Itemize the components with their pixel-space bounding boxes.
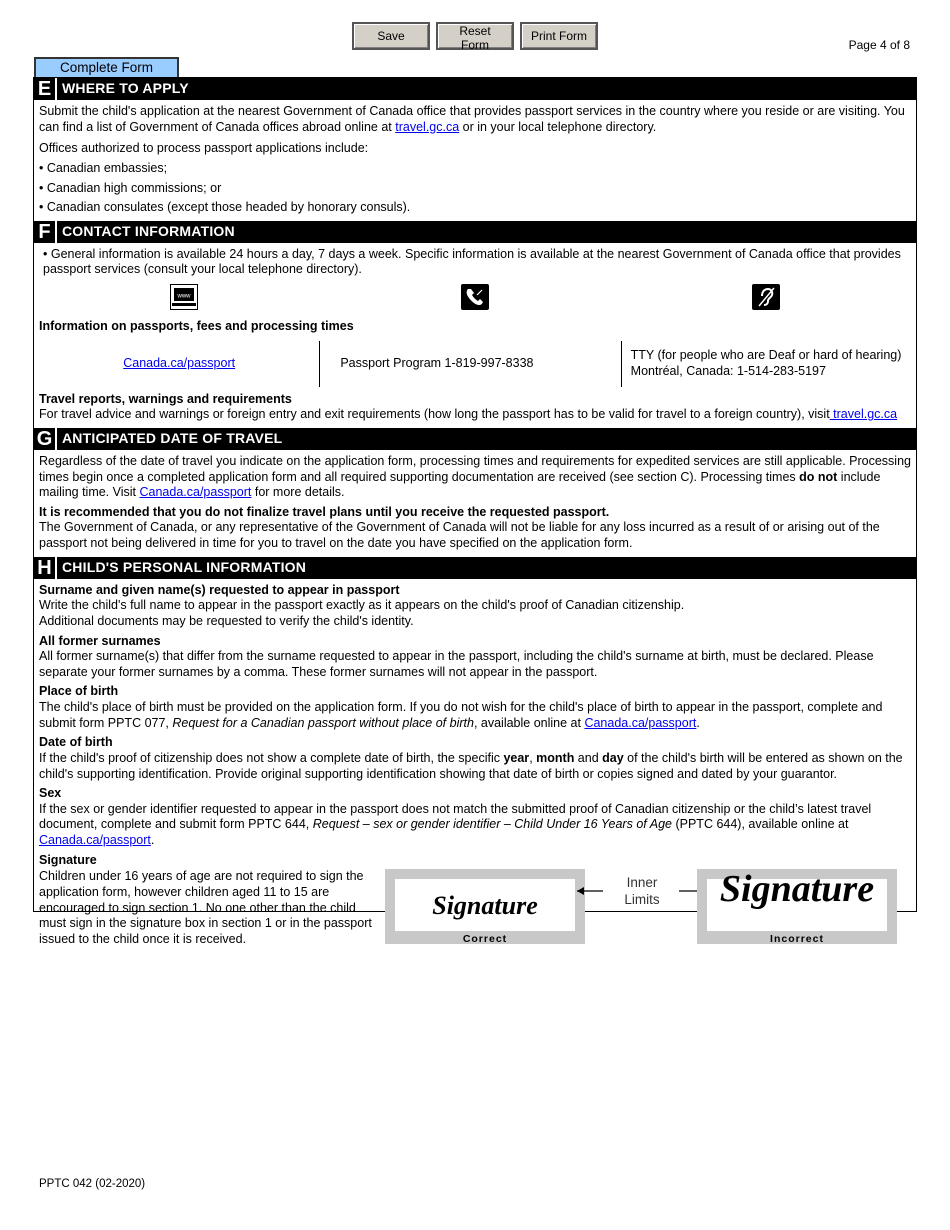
surname-text: Additional documents may be requested to verify the child's identity. xyxy=(39,613,414,628)
phone-number: Passport Program 1-819-997-8338 xyxy=(340,355,534,370)
section-h-body xyxy=(34,579,916,953)
web-icon xyxy=(170,284,198,310)
text-span: Request – sex or gender identifier – Child Under 16 Years of Age xyxy=(312,817,672,832)
section-f-body xyxy=(34,243,916,428)
canada-passport-link[interactable]: Canada.ca/passport xyxy=(123,355,236,370)
form-toolbar xyxy=(352,22,598,50)
tty-info xyxy=(631,348,902,379)
text-span: year xyxy=(503,750,530,765)
recommendation-text: It is recommended that you do not finalize travel plans until you receive the requested passport. xyxy=(39,504,610,519)
text-span: or in your local telephone directory. xyxy=(459,119,657,134)
page-number: Page 4 of 8 xyxy=(848,38,910,52)
contact-web-cell xyxy=(39,341,319,387)
section-title: CHILD'S PERSONAL INFORMATION xyxy=(62,558,307,575)
former-surnames-text: All former surname(s) that differ from the surname requested to appear in the passport, including the child's surname at birth, must be declared. Please separate your former surnames by a comma. These former surnames will not appear in the passport. xyxy=(39,649,874,679)
signature-example-illustration xyxy=(385,869,901,947)
section-letter: H xyxy=(34,557,57,579)
date-of-birth-text xyxy=(39,751,911,782)
date-of-birth-heading: Date of birth xyxy=(39,735,113,750)
icon-cell xyxy=(620,284,911,314)
text-span: , available online at xyxy=(473,715,585,730)
form-footer-code: PPTC 042 (02-2020) xyxy=(39,1178,146,1190)
tty-line: Montréal, Canada: 1-514-283-5197 xyxy=(630,363,826,378)
phone-icon xyxy=(461,284,489,310)
text-span: If the sex or gender identifier requested to appear in the passport does not match the submitted proof of Canadian citizenship or the child’s latest travel document, complete and submit form PPTC 644, xyxy=(39,801,872,832)
text-span: of the child's birth will be entered as shown on the child's supporting identification. Provide original supporting identification showing that date of birth or copies signed and dated by your guarantor. xyxy=(39,750,903,781)
signature-heading: Signature xyxy=(39,852,97,867)
general-info-text: • General information is available 24 hours a day, 7 days a week. Specific information is available at the nearest Government of Canada office that provides passport services (consult your local telephone directory). xyxy=(43,246,901,277)
section-letter: F xyxy=(34,221,57,243)
text-span: If the child's proof of citizenship does not show a complete date of birth, the specific xyxy=(39,750,504,765)
travel-date-text xyxy=(39,454,911,501)
where-to-apply-text xyxy=(39,104,911,135)
contact-phone-cell xyxy=(319,341,620,387)
section-e-body xyxy=(34,100,916,221)
icon-cell xyxy=(330,284,621,314)
travel-reports-heading: Travel reports, warnings and requirements xyxy=(39,391,292,406)
contact-tty-cell xyxy=(621,341,911,387)
icon-cell xyxy=(39,284,330,314)
text-span: and xyxy=(574,750,603,765)
text-span: . xyxy=(150,833,155,847)
text-span: Regardless of the date of travel you indicate on the application form, processing times and requirements for expedited services are still applicable. Processing times begin once a completed application form and all required supporting documentation are received (see section C). Processing times xyxy=(39,453,911,484)
liability-text: The Government of Canada, or any representative of the Government of Canada will not be liable for any loss incurred as a result of or arising out of the passport not being delivered in time for you to travel on the date you have specified on the application form. xyxy=(39,520,880,550)
contact-icons-row xyxy=(39,284,911,314)
signature-row xyxy=(39,869,911,947)
save-button[interactable]: Save xyxy=(352,22,430,50)
text-span: For travel advice and warnings or foreign entry and exit requirements (how long the passport has to be valid for travel to a foreign country), visit xyxy=(39,407,830,422)
section-title: CONTACT INFORMATION xyxy=(62,223,235,239)
travel-gc-link[interactable]: travel.gc.ca xyxy=(829,407,898,422)
sex-heading: Sex xyxy=(39,786,62,801)
signature-text: Children under 16 years of age are not required to sign the application form, however children aged 11 to 15 are encouraged to sign section 1. No one other than the child must sign in the signature box in section 1 or in the passport issued to the child once it is received. xyxy=(39,869,372,946)
surname-heading: Surname and given name(s) requested to appear in passport xyxy=(39,582,400,597)
office-item: • Canadian embassies; xyxy=(39,160,168,175)
section-h-header xyxy=(34,557,916,579)
canada-passport-link[interactable]: Canada.ca/passport xyxy=(584,715,697,730)
office-item: • Canadian high commissions; or xyxy=(39,180,222,195)
info-heading: Information on passports, fees and processing times xyxy=(39,319,354,333)
complete-form-tab[interactable]: Complete Form xyxy=(34,57,179,77)
offices-intro: Offices authorized to process passport applications include: xyxy=(39,141,369,156)
travel-reports-text xyxy=(39,407,911,423)
section-e-header xyxy=(34,78,916,100)
text-span: The child's place of birth must be provided on the application form. If you do not wish for the child's place of birth to appear in the passport, complete and submit form PPTC 077, xyxy=(39,700,883,730)
text-span: . xyxy=(696,715,700,730)
text-span: , xyxy=(529,750,537,765)
former-surnames-heading: All former surnames xyxy=(39,633,161,648)
text-span: month xyxy=(536,750,575,765)
print-form-button[interactable]: Print Form xyxy=(520,22,598,50)
text-span: Request for a Canadian passport without place of birth xyxy=(172,715,474,730)
section-letter: G xyxy=(34,428,57,450)
text-span: (PPTC 644), available online at xyxy=(672,817,849,832)
section-letter: E xyxy=(34,78,57,100)
section-title: ANTICIPATED DATE OF TRAVEL xyxy=(62,430,283,447)
contact-table xyxy=(39,341,911,387)
place-of-birth-text xyxy=(39,700,911,731)
inner-limits-label: Limits xyxy=(624,892,660,908)
incorrect-label: Incorrect xyxy=(770,933,824,946)
place-of-birth-heading: Place of birth xyxy=(39,684,119,699)
incorrect-signature-sample: Signature xyxy=(719,869,875,911)
text-span: do not xyxy=(799,469,838,484)
reset-form-button[interactable]: Reset Form xyxy=(436,22,514,50)
surname-text: Write the child's full name to appear in the passport exactly as it appears on the child's proof of Canadian citizenship. xyxy=(39,598,685,613)
text-span: day xyxy=(602,750,624,765)
form-page xyxy=(33,77,917,946)
sex-text xyxy=(39,802,911,849)
canada-passport-link[interactable]: Canada.ca/passport xyxy=(139,485,252,500)
inner-limits-label: Inner xyxy=(626,875,658,891)
travel-gc-link[interactable]: travel.gc.ca xyxy=(395,119,460,134)
section-f-header xyxy=(34,221,916,243)
canada-passport-link[interactable]: Canada.ca/passport xyxy=(39,833,151,847)
web-icon-text: www xyxy=(177,293,191,300)
section-g-header xyxy=(34,428,916,450)
tty-line: TTY (for people who are Deaf or hard of hearing) xyxy=(630,348,902,362)
section-g-body xyxy=(34,450,916,557)
text-span: include mailing time. Visit xyxy=(39,469,881,500)
correct-label: Correct xyxy=(462,933,508,946)
text-span: for more details. xyxy=(251,485,345,500)
text-span: Submit the child's application at the nearest Government of Canada office that provides passport services in the country where you reside or are visiting. You can find a list of Government of Canada offices abroad online at xyxy=(39,104,905,134)
hearing-icon xyxy=(752,284,780,310)
office-item: • Canadian consulates (except those headed by honorary consuls). xyxy=(39,200,411,215)
section-title: WHERE TO APPLY xyxy=(62,80,189,97)
correct-signature-sample: Signature xyxy=(432,891,538,921)
